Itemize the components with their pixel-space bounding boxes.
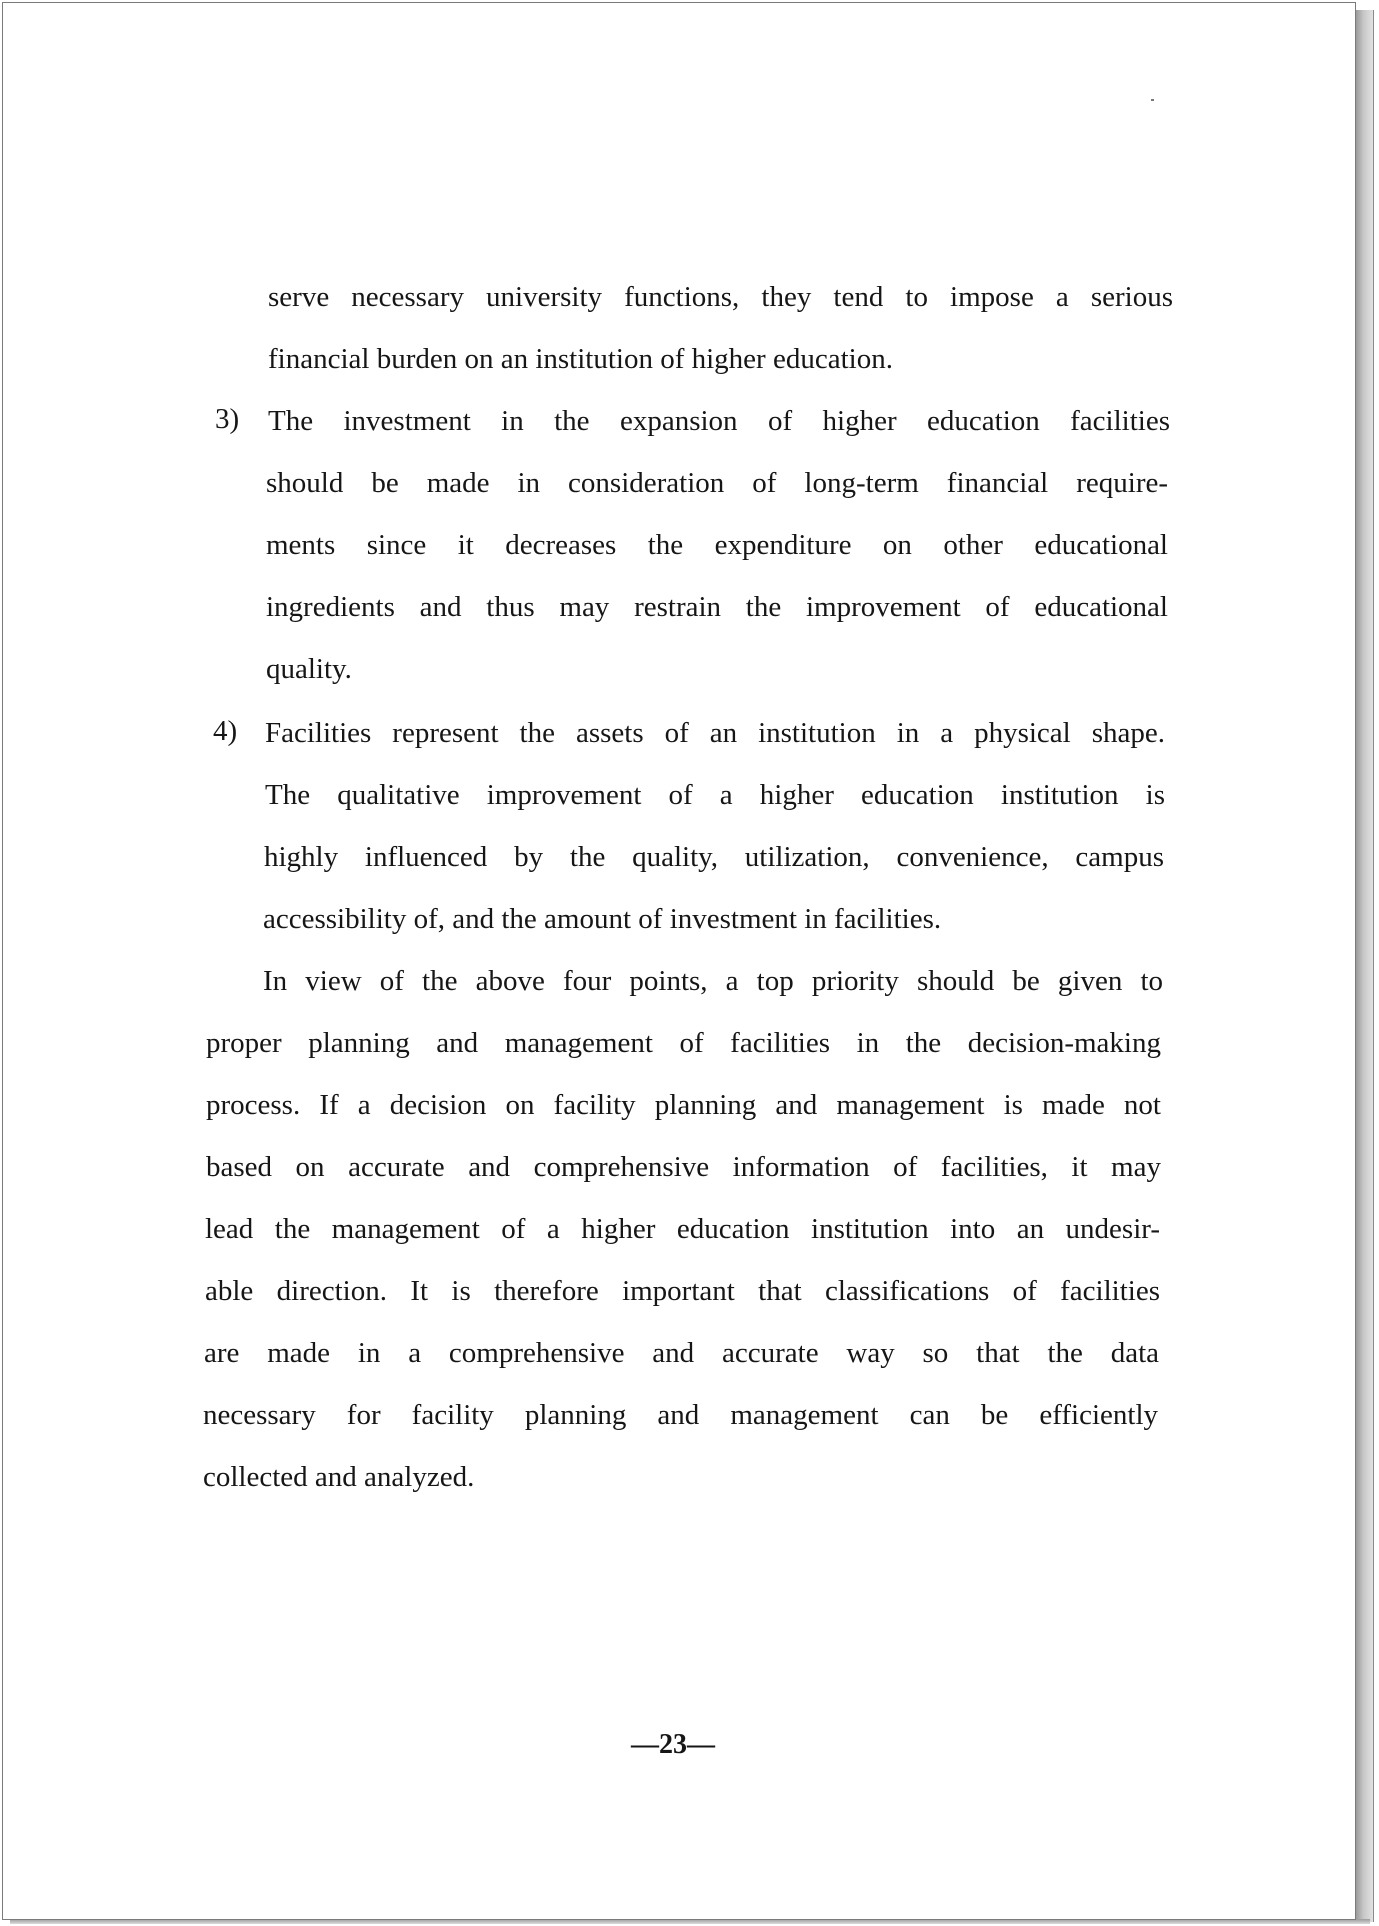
text-line: necessary for facility planning and management can be efficiently: [203, 1399, 1158, 1431]
page-stack-edge: [1356, 10, 1374, 1922]
text-line: collected and analyzed.: [203, 1461, 475, 1493]
text-line: highly influenced by the quality, utilization, convenience, campus: [264, 841, 1164, 873]
page-number: —23—: [631, 1729, 715, 1760]
scan-speck: [1151, 99, 1154, 101]
text-line: financial burden on an institution of higher education.: [268, 343, 893, 375]
text-line: lead the management of a higher education institution into an undesir-: [205, 1213, 1160, 1245]
document-page: [2, 2, 1356, 1920]
list-item-number: 3): [215, 403, 240, 435]
text-line: ments since it decreases the expenditure on other educational: [266, 529, 1168, 561]
text-line: should be made in consideration of long-term financial require-: [266, 467, 1168, 499]
text-line: The investment in the expansion of higher education facilities: [268, 405, 1170, 437]
text-line: accessibility of, and the amount of investment in facilities.: [263, 903, 942, 935]
text-line: serve necessary university functions, they tend to impose a serious: [268, 281, 1173, 313]
text-line: are made in a comprehensive and accurate way so that the data: [204, 1337, 1159, 1369]
text-line: based on accurate and comprehensive information of facilities, it may: [206, 1151, 1161, 1183]
text-line: Facilities represent the assets of an institution in a physical shape.: [265, 717, 1165, 749]
text-line: ingredients and thus may restrain the improvement of educational: [266, 591, 1168, 623]
text-line: In view of the above four points, a top priority should be given to: [263, 965, 1163, 997]
text-line: process. If a decision on facility planning and management is made not: [206, 1089, 1161, 1121]
list-item-number: 4): [213, 715, 238, 747]
text-line: proper planning and management of facilities in the decision-making: [206, 1027, 1161, 1059]
text-line: quality.: [266, 653, 352, 685]
text-line: The qualitative improvement of a higher education institution is: [265, 779, 1165, 811]
text-line: able direction. It is therefore important that classifications of facilities: [205, 1275, 1160, 1307]
